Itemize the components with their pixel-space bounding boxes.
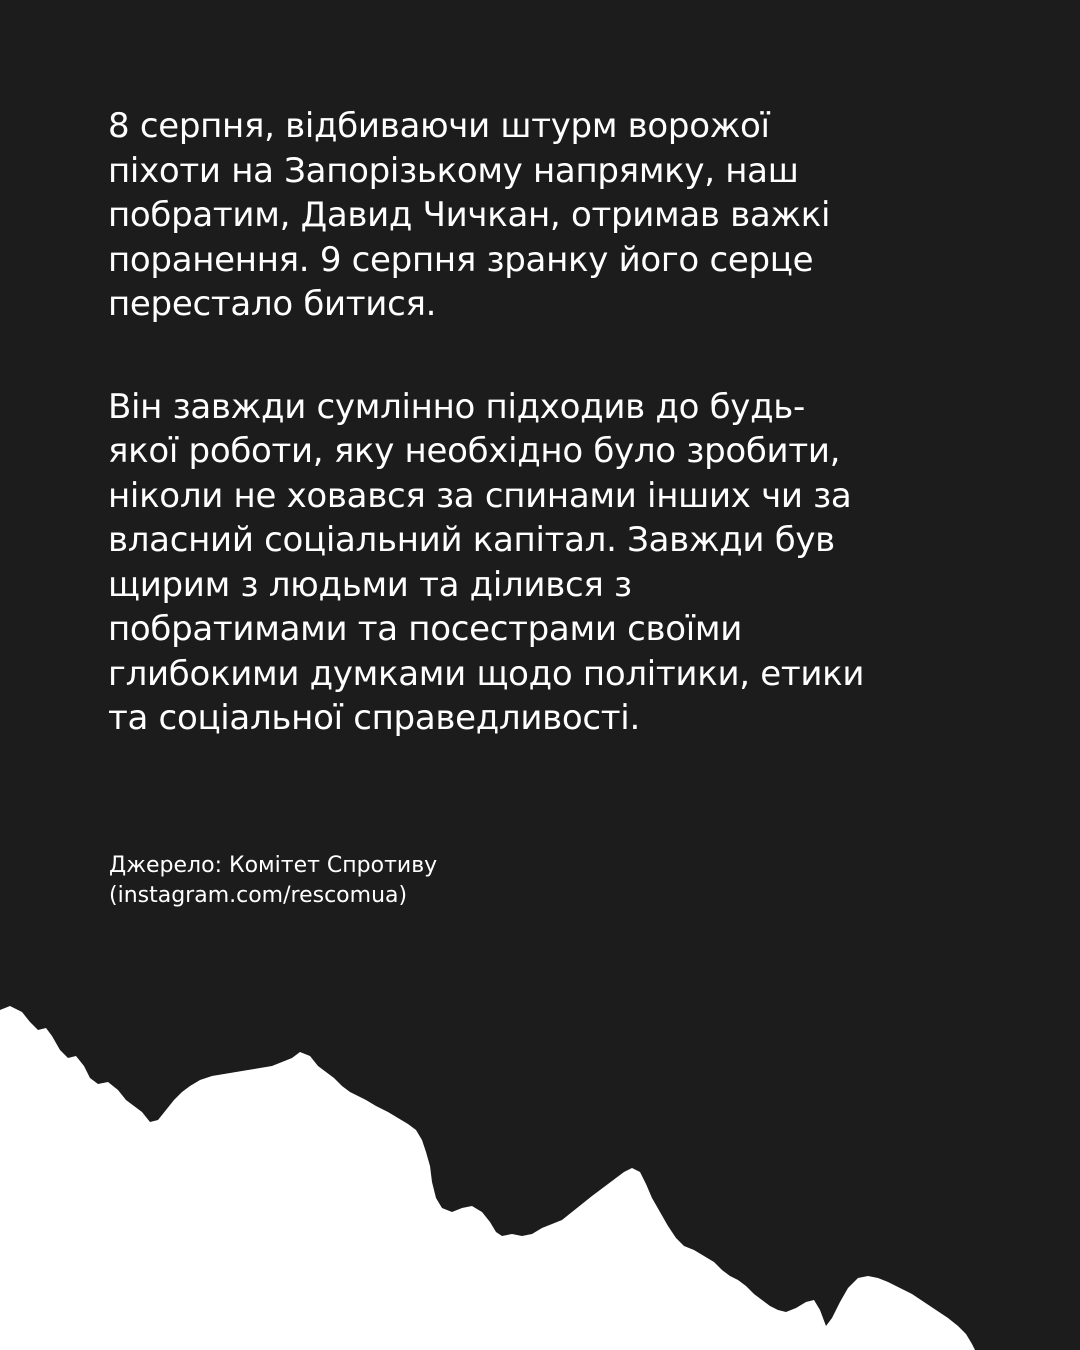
source-link: (instagram.com/rescomua)	[109, 883, 408, 908]
paragraph-line: 8 серпня, відбиваючи штурм ворожої	[108, 106, 770, 146]
paragraph-line: ніколи не ховався за спинами інших чи за	[108, 475, 852, 516]
paragraph-line: побратим, Давид Чичкан, отримав важкі	[108, 195, 831, 235]
source-label: Джерело: Комітет Спротиву	[109, 853, 438, 878]
paragraph-line: щирим з людьми та ділився з	[108, 564, 632, 605]
paragraph-line: побратимами та посестрами своїми	[108, 609, 743, 649]
paragraph-line: поранення. 9 серпня зранку його серце	[108, 239, 814, 280]
paragraph-line: піхоти на Запорізькому напрямку, наш	[108, 150, 799, 191]
torn-paper-edge	[0, 1006, 975, 1350]
paragraph-line: глибокими думками щодо політики, етики	[108, 653, 865, 694]
paragraph-line: власний соціальний капітал. Завжди був	[108, 520, 835, 560]
paragraph-line: перестало битися.	[108, 284, 437, 324]
paragraph-line: Він завжди сумлінно підходив до будь-	[108, 386, 805, 427]
paragraph-line: та соціальної справедливості.	[108, 698, 640, 738]
paragraph-line: якої роботи, яку необхідно було зробити,	[108, 431, 841, 471]
